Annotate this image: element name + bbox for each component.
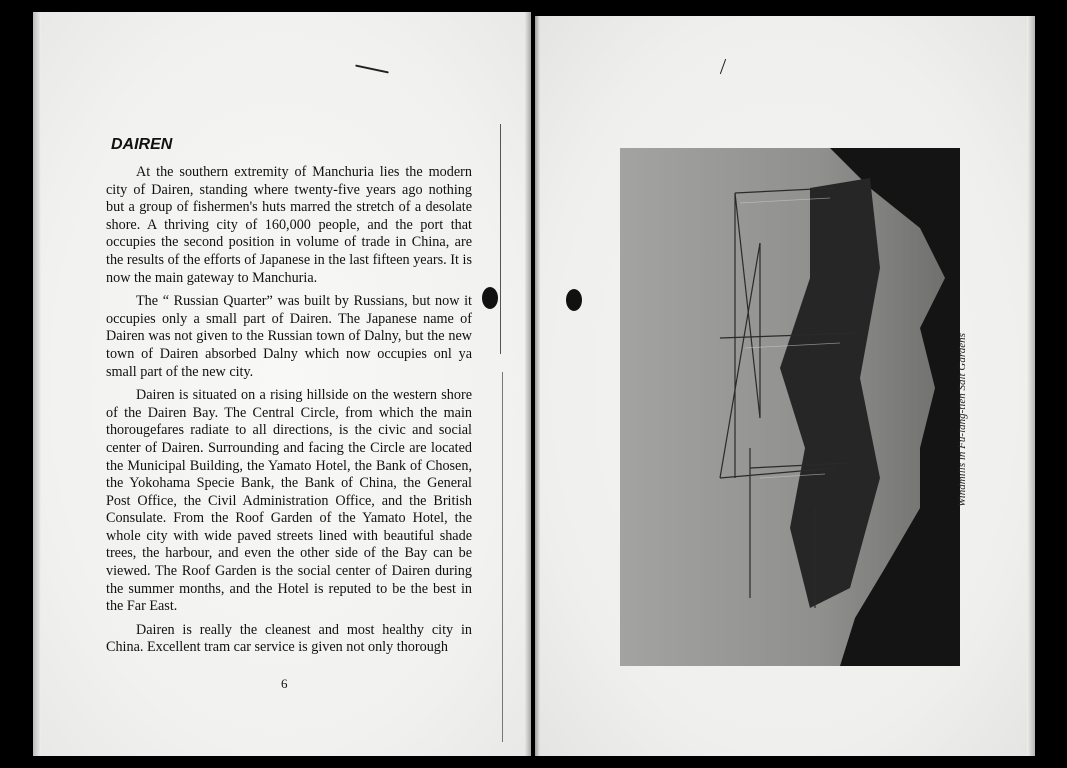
paragraph: The “ Russian Quarter” was built by Russians, but now it occupies only a small part of Dairen. The Japanese name of Dairen was not given to the Russian town of Dalny, but the new town of Dairen absorbed Dalny which now occupies onl ya small part of the new city. (106, 293, 472, 380)
paragraph: Dairen is really the cleanest and most healthy city in China. Excellent tram car service is given not only thorough (106, 621, 472, 656)
paragraph: At the southern extremity of Manchuria lies the modern city of Dairen, standing where twenty-five years ago nothing but a group of fishermen's huts marred the stretch of a desolate shore. A thriving city of 160,000 people, and the port that occupies the second position in volume of trade in China, are the results of the efforts of Japanese in the last fifteen years. It is now the main gateway to Manchuria. (106, 164, 472, 286)
punch-hole (566, 289, 582, 311)
page-title: DAIREN (111, 136, 173, 153)
left-page (33, 12, 531, 756)
windmill-photo (620, 148, 960, 666)
page-edge (1027, 16, 1035, 756)
paragraph: Dairen is situated on a rising hillside on the western shore of the Dairen Bay. The Central Circle, from which the main thorougefares radiate to all directions, is the civic and social center of Dairen. Surrounding and facing the Circle are located the Municipal Building, the Yamato Hotel, the Bank of Chosen, the Yokohama Specie Bank, the Bank of China, the General Post Office, the Civil Administration Office, and the British Consulate. From the Roof Garden of the Yamato Hotel, the whole city with wide paved streets lined with beautiful shade trees, the harbour, and even the other side of the Bay can be viewed. The Roof Garden is the social center of Dairen during the summer months, and the Hotel is reputed to be the best in the Far East. (106, 387, 472, 615)
page-edge (33, 12, 41, 756)
photo-caption (952, 290, 972, 550)
pencil-mark (720, 59, 726, 74)
page-fold (535, 16, 540, 756)
show-through-line (502, 372, 503, 742)
article-body (106, 164, 472, 663)
punch-hole (482, 287, 498, 309)
pencil-mark (355, 64, 389, 73)
caption-text: Windmills in Fu-lang-tien Salt Gardens (956, 333, 968, 507)
page-number: 6 (281, 676, 288, 691)
show-through-line (500, 124, 501, 354)
page-fold (525, 12, 531, 756)
